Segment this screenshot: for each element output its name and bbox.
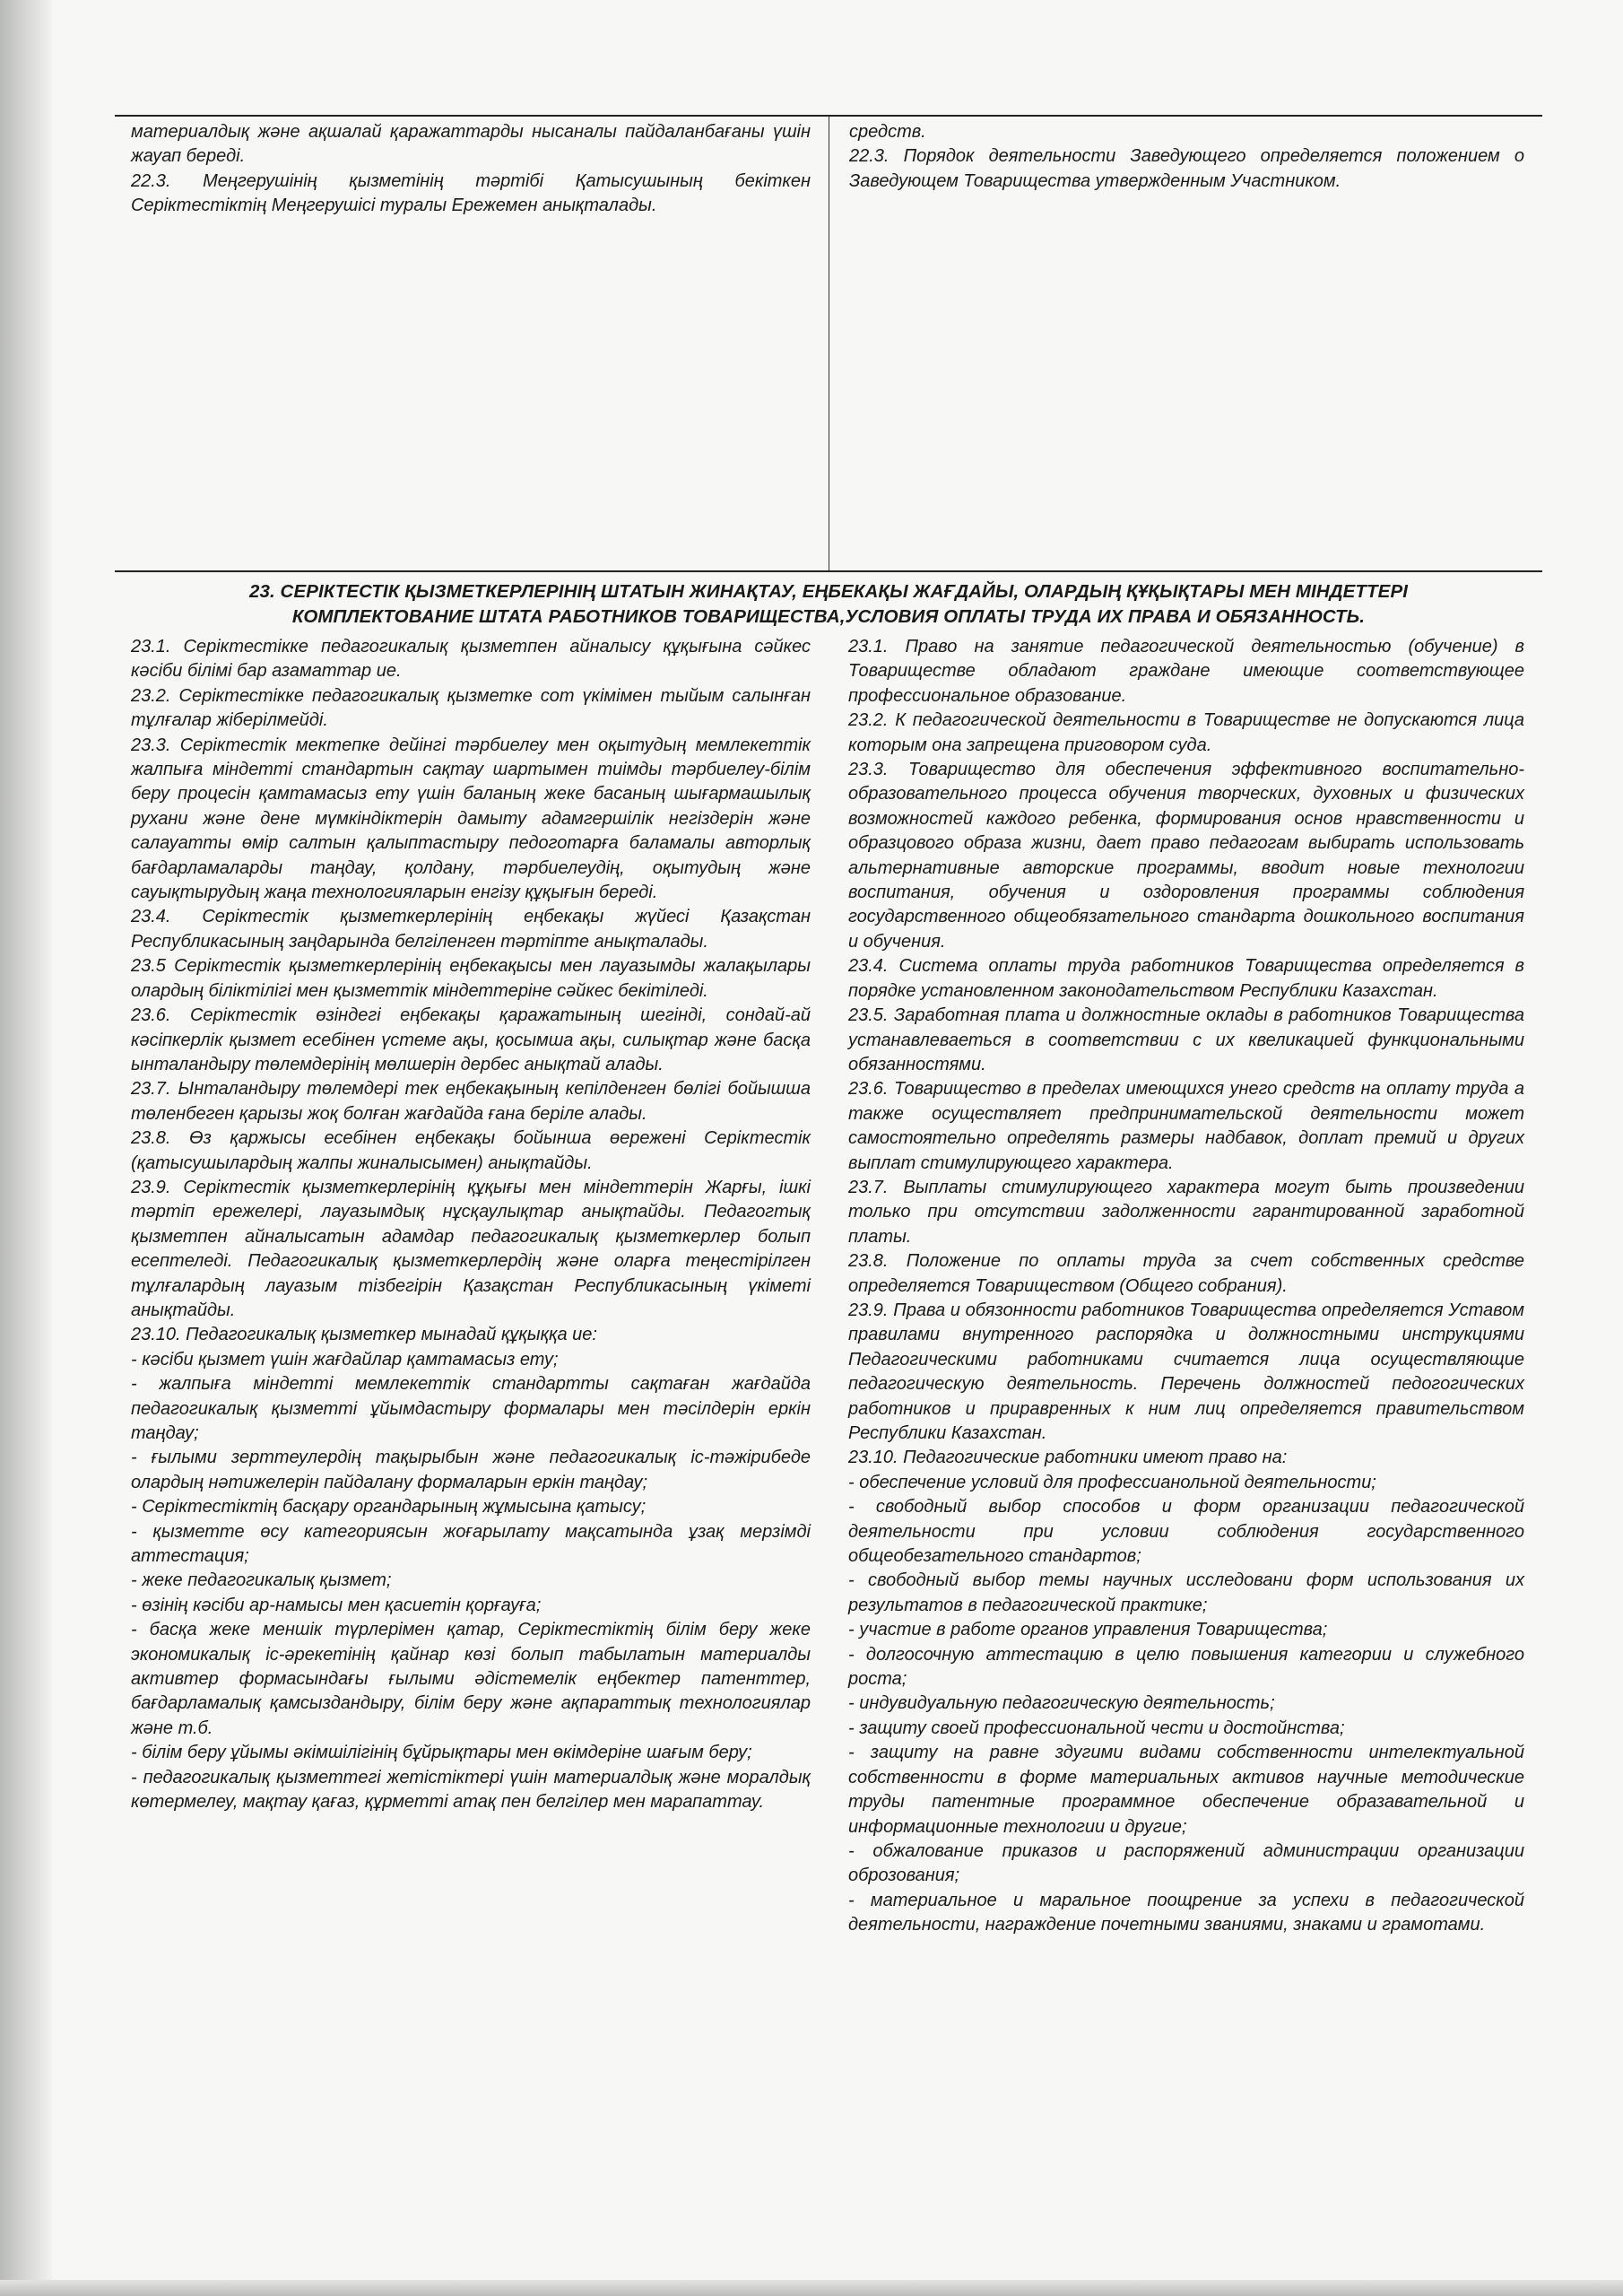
ru-item: 23.9. Права и обязонности работников Товарищества определяется Уставом правилами внутренного распорядка и должностными инструкциями Педагогическими работниками считается лица осуществляющие педагогическую деятельность. Перечень должностей педогогических работников и приравренных к ним лиц определяется правительством Республики Казахстан. — [848, 1300, 1524, 1443]
ru-list-item: - свободный выбор темы научных исследовани форм использования их результатов в педагогической практике; — [848, 1570, 1524, 1615]
ru-list-item: - долгосочную аттестацию в целю повышения категории и служебного роста; — [848, 1644, 1524, 1690]
kz-list-item: - Серіктестіктің басқару органдарының жұмысына қатысу; — [131, 1497, 647, 1518]
kz-list-item: - қызметте өсу категориясын жоғарылату мақсатында ұзақ мерзімді аттестация; — [131, 1521, 811, 1567]
ru-paragraph: средств. — [849, 122, 926, 142]
kz-item: 23.10. Педагогикалық қызметкер мынадай құқыққа ие: — [131, 1325, 597, 1345]
ru-list-item: - индувидуальную педагогическую деятельность; — [848, 1693, 1275, 1714]
kz-item: 23.2. Серіктестікке педагогикалық қызметке сот үкімімен тыйым салынған тұлғалар жіберілмейді. — [131, 685, 811, 731]
ru-list-item: - защиту своей профессиональной чести и достойнства; — [848, 1718, 1345, 1738]
document-content — [115, 115, 1542, 1938]
ru-item: 23.5. Заработная плата и должностные оклады в работников Товарищества устанавлеваеться в соответствии с их квеликацией функциональными обязанностями. — [848, 1005, 1524, 1074]
kz-paragraph: материалдық және ақшалай қаражаттарды нысаналы пайдаланбағаны үшін жауап береді. — [131, 122, 811, 167]
ru-item: 23.8. Положение по оплаты труда за счет собственных средстве определяется Товариществом (Общего собрания). — [848, 1251, 1524, 1296]
kz-item: 23.4. Серіктестік қызметкерлерінің еңбекақы жүйесі Қазақстан Республикасының заңдарында белгіленген тәртіпте анықталады. — [131, 907, 811, 952]
ru-column — [829, 635, 1542, 1938]
kz-list-item: - басқа жеке меншік түрлерімен қатар, Серіктестіктің білім беру жеке экономикалық іс-әрекетінің қайнар көзі болып табылатын материалды активтер формасындағы ғылыми әдістемелік еңбектер патенттер, бағдарламалық қамсыздандыру, білім беру және ақпараттық технологиялар және т.б. — [131, 1620, 811, 1738]
ru-list-item: - обжалование приказов и распоряжений администрации организации оброзования; — [848, 1840, 1524, 1886]
ru-item: 23.6. Товарищество в пределах имеющихся унего средств на оплату труда а также осуществляет предпринимательской деятельности может самостоятельно определять размеры надбавок, доплат премий и других выплат стимулирующего характера. — [848, 1079, 1524, 1173]
ru-item: 23.1. Право на занятие педагогической деятельностью (обучение) в Товариществе обладают граждане имеющие соответствующее профессиональное образование. — [848, 637, 1524, 706]
bilingual-columns — [115, 635, 1542, 1938]
kz-item: 23.5 Серіктестік қызметкерлерінің еңбекақысы мен лауазымды жалақылары олардың біліктілігі мен қызметтік міндеттеріне сәйкес бекітіледі. — [131, 956, 811, 1001]
ru-item: 23.4. Система оплаты труда работников Товарищества определяется в порядке установленном законодательством Республики Казахстан. — [848, 956, 1524, 1001]
kz-column — [115, 635, 829, 1938]
kz-item: 23.9. Серіктестік қызметкерлерінің құқығы мен міндеттерін Жарғы, ішкі тәртіп ережелері, лауазымдық нұсқаулықтар анықтайды. Педагогтық қызметпен айналысатын адамдар педагогикалық қызметкерлер болып есептеледі. Педагогикалық қызметкерлердің және оларға теңестірілген тұлғалардың лауазым тізбегірін Қазақстан Республикасының үкіметі анықтайды. — [131, 1177, 811, 1320]
kz-item: 23.6. Серіктестік өзіндегі еңбекақы қаражатының шегінді, сондай-ай кәсіпкерлік қызмет есебінен үстеме ақы, қосымша ақы, силықтар және басқа ынталандыру төлемдерінің мөлшерін дербес анықтай алады. — [131, 1005, 811, 1074]
kz-list-item: - өзінің кәсіби ар-намысы мен қасиетін қорғауға; — [131, 1595, 542, 1615]
kz-item: 23.1. Серіктестікке педагогикалық қызметпен айналысу құқығына сәйкес кәсіби білімі бар азаматтар ие. — [131, 637, 811, 682]
ru-item: 23.3. Товарищество для обеспечения эффективного воспитательно-образовательного процесса обучения творческих, духовных и физических возможностей каждого ребенка, формирования основ нравственности и образцового образа жизни, дает право педагогам выбирать использовать альтернативные авторские программы, вводит новые технологии воспитания, обучения и оздоровления программы соблюдения государственного общеобязательного стандарта дошкольного воспитания и обучения. — [848, 760, 1524, 952]
ru-item: 23.2. К педагогической деятельности в Товариществе не допускаются лица которым она запрещена приговором суда. — [848, 710, 1524, 755]
kz-cell — [115, 117, 829, 570]
kz-item: 23.8. Өз қаржысы есебінен еңбекақы бойынша өережені Серіктестік (қатысушылардың жалпы жиналысымен) анықтайды. — [131, 1128, 811, 1173]
ru-paragraph: 22.3. Порядок деятельности Заведующего определяется положением о Заведующем Товарищества утвержденным Участником. — [849, 146, 1524, 191]
ru-list-item: - защиту на равне здугими видами собственности интелектуальной собственности в форме материальных активов научные методические труды патентные программное обеспечение образавательной и информационные технологии и другие; — [848, 1743, 1524, 1837]
scan-bottom-edge — [0, 2280, 1623, 2296]
ru-list-item: - участие в работе органов управления Товарищества; — [848, 1620, 1328, 1640]
kz-list-item: - жеке педагогикалық қызмет; — [131, 1570, 392, 1591]
ru-item: 23.10. Педагогические работники имеют право на: — [848, 1448, 1288, 1468]
section-title-ru: КОМПЛЕКТОВАНИЕ ШТАТА РАБОТНИКОВ ТОВАРИЩЕСТВА,УСЛОВИЯ ОПЛАТЫ ТРУДА ИХ ПРАВА И ОБЯЗАННОСТЬ. — [291, 606, 1366, 627]
kz-item: 23.3. Серіктестік мектепке дейінгі тәрбиелеу мен оқытудың мемлекеттік жалпыға міндетті стандартын сақтау шартымен тиімды тәрбиелеу-білім беру процесін қамтамасыз ету үшін баланың жеке басаның шығармашылық рухани және дене мүмкіндіктерін дамыту адамгершілік негіздерін және салауатты өмір салтын қалыптастыру педоготарға баламалы авторлық бағдарламаларды таңдау, қолдану, тәрбиелеудің, оқытудың және сауықтырудың жаңа технологияларын енгізу құқығын береді. — [131, 735, 811, 903]
scan-margin-shadow — [0, 0, 52, 2296]
kz-list-item: - жалпыға міндетті мемлекеттік стандартты сақтаған жағдайда педагогикалық қызметті ұйымдастыру формалары мен тәсілдерін еркін таңдау; — [131, 1374, 811, 1443]
kz-list-item: - ғылыми зерттеулердің тақырыбын және педагогикалық іс-тәжірибеде олардың нәтижелерін пайдалану формаларын еркін таңдау; — [131, 1448, 811, 1492]
ru-list-item: - материальное и маральное поощрение за успехи в педагогической деятельности, награждение почетными званиями, знаками и грамотами. — [848, 1890, 1524, 1935]
ru-list-item: - свободный выбор способов и форм организации педагогической деятельности при условии соблюдения государственного общеобезательного стандартов; — [848, 1497, 1524, 1567]
kz-list-item: - кәсіби қызмет үшін жағдайлар қамтамасыз ету; — [131, 1349, 559, 1370]
charter-table-continuation — [115, 115, 1542, 572]
kz-list-item: - білім беру ұйымы әкімшілігінің бұйрықтары мен өкімдеріне шағым беру; — [131, 1743, 752, 1763]
ru-cell — [829, 117, 1542, 570]
kz-list-item: - педагогикалық қызметтегі жетістіктері үшін материалдық және моралдық көтермелеу, мақтау қағаз, құрметті атақ пен белгілер мен марапаттау. — [131, 1767, 811, 1813]
section-title-kz: 23. СЕРІКТЕСТІК ҚЫЗМЕТКЕРЛЕРІНІҢ ШТАТЫН ЖИНАҚТАУ, ЕҢБЕКАҚЫ ЖАҒДАЙЫ, ОЛАРДЫҢ ҚҰҚЫҚТАРЫ МЕН МІНДЕТТЕРІ — [248, 581, 1409, 602]
section-heading — [115, 572, 1542, 635]
kz-item: 23.7. Ынталандыру төлемдері тек еңбекақының кепілденген бөлігі бойышша төленбеген қарызы жоқ болған жағдайда ғана беріле алады. — [131, 1079, 811, 1124]
ru-item: 23.7. Выплаты стимулирующего характера могут быть произведении только при отсутствии задолженности гарантированной заработной платы. — [848, 1177, 1524, 1247]
ru-list-item: - обеспечение условий для профессианольной деятельности; — [848, 1472, 1376, 1492]
kz-paragraph: 22.3. Меңгерушінің қызметінің тәртібі Қатысушының бекіткен Серіктестіктің Меңгерушісі туралы Ережемен анықталады. — [131, 170, 811, 216]
